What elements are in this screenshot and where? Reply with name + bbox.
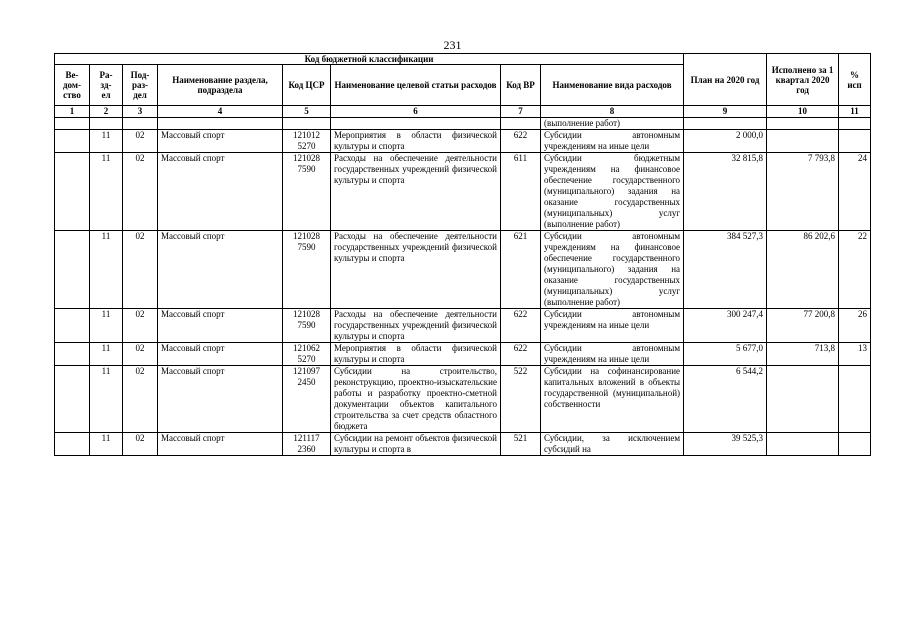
cell-section-name: Массовый спорт [158,433,283,456]
cell-csr: 121062 5270 [283,343,331,366]
cell-csr: 121028 7590 [283,309,331,343]
cell-plan: 300 247,4 [684,309,767,343]
cell-plan: 384 527,3 [684,231,767,309]
table-row [55,130,871,153]
cell-ved [55,433,90,456]
cell-target-name: Мероприятия в области физической культуры и спорта [331,343,501,366]
cell-vr-name: Субсидии автономным учреждениям на финансовое обеспечение государственного (муниципального) задания на оказание государственных (муниципальных) услуг (выполнение работ) [541,231,684,309]
cell-ved [55,231,90,309]
table-row [55,309,871,343]
cell-section-name: Массовый спорт [158,153,283,231]
budget-table [54,53,871,456]
cell-vr: 622 [501,309,541,343]
cell-percent: 24 [839,153,871,231]
cell-done [767,130,839,153]
cell-razdel: 11 [90,153,123,231]
cell-vr-name: Субсидии автономным учреждениям на иные цели [541,130,684,153]
cell-percent [839,366,871,433]
cell-ved [55,130,90,153]
cell-done [767,433,839,456]
col-number: 11 [839,106,871,118]
cell-target-name: Субсидии на ремонт объектов физической культуры и спорта в [331,433,501,456]
cell-razdel: 11 [90,343,123,366]
header-group-title: Код бюджетной классификации [55,54,684,65]
cell-vr: 622 [501,130,541,153]
header-ved: Ве- дом- ство [55,65,90,106]
cell-vr-name: Субсидии бюджетным учреждениям на финансовое обеспечение государственного (муниципального) задания на оказание государственных (муниципальных) услуг (выполнение работ) [541,153,684,231]
cell-csr: 121117 2360 [283,433,331,456]
cell-percent: 13 [839,343,871,366]
cell-section-name: Массовый спорт [158,343,283,366]
header-target-name: Наименование целевой статьи расходов [331,65,501,106]
cell-done [767,366,839,433]
header-plan: План на 2020 год [684,54,767,106]
cell-target-name: Мероприятия в области физической культуры и спорта [331,130,501,153]
cell-target-name: Расходы на обеспечение деятельности государственных учреждений физической культуры и спорта [331,153,501,231]
cell-podrazdel: 02 [123,130,158,153]
cell-podrazdel: 02 [123,309,158,343]
cell-vr: 621 [501,231,541,309]
table-row [55,366,871,433]
cell-razdel: 11 [90,130,123,153]
cell-podrazdel: 02 [123,433,158,456]
col-number: 2 [90,106,123,118]
cell-csr: 121028 7590 [283,153,331,231]
cell-section-name: Массовый спорт [158,130,283,153]
header-number-row [55,106,871,118]
cell-razdel: 11 [90,231,123,309]
cell-vr: 521 [501,433,541,456]
header-csr: Код ЦСР [283,65,331,106]
col-number: 9 [684,106,767,118]
cell-podrazdel: 02 [123,366,158,433]
col-number: 6 [331,106,501,118]
cell-vr-name: Субсидии, за исключением субсидий на [541,433,684,456]
cell-plan: 5 677,0 [684,343,767,366]
cell-ved [55,309,90,343]
cell-csr: 121097 2450 [283,366,331,433]
cell-plan: 32 815,8 [684,153,767,231]
cell-percent [839,433,871,456]
cell-target-name: Расходы на обеспечение деятельности государственных учреждений физической культуры и спорта [331,231,501,309]
cell-vr-name: Субсидии автономным учреждениям на иные цели [541,309,684,343]
cell-vr: 522 [501,366,541,433]
cell-razdel: 11 [90,433,123,456]
cell-ved [55,366,90,433]
table-row [55,343,871,366]
col-number: 8 [541,106,684,118]
cell-csr: 121012 5270 [283,130,331,153]
header-group-row [55,54,871,65]
page-number: 231 [443,38,462,52]
cell-percent [839,130,871,153]
cell-plan: 6 544,2 [684,366,767,433]
cell-plan: 2 000,0 [684,130,767,153]
cell-target-name: Субсидии на строительство, реконструкцию, проектно-изыскательские работы и разработку проектно-сметной документации объектов капитального строительства за счет средств областного бюджета [331,366,501,433]
cell-podrazdel: 02 [123,343,158,366]
header-percent: % исп [839,54,871,106]
cell-section-name: Массовый спорт [158,366,283,433]
cell-ved [55,343,90,366]
cell-vr-name: Субсидии на софинансирование капитальных вложений в объекты государственной (муниципальной) собственности [541,366,684,433]
header-section-name: Наименование раздела, подраздела [158,65,283,106]
col-number: 4 [158,106,283,118]
header-razdel: Ра- зд- ел [90,65,123,106]
cell-percent: 22 [839,231,871,309]
cell-vr: 611 [501,153,541,231]
continuation-row [55,118,871,130]
cell-target-name: Расходы на обеспечение деятельности государственных учреждений физической культуры и спорта [331,309,501,343]
cell-csr: 121028 7590 [283,231,331,309]
cell-done: 713,8 [767,343,839,366]
col-number: 1 [55,106,90,118]
table-row [55,433,871,456]
col-number: 5 [283,106,331,118]
cell-done: 86 202,6 [767,231,839,309]
cell-percent: 26 [839,309,871,343]
table-row [55,153,871,231]
cell-vr-name: Субсидии автономным учреждениям на иные цели [541,343,684,366]
cell-done: 77 200,8 [767,309,839,343]
cell-section-name: Массовый спорт [158,231,283,309]
cell-section-name: Массовый спорт [158,309,283,343]
header-vr: Код ВР [501,65,541,106]
cell-ved [55,153,90,231]
continuation-text: (выполнение работ) [541,118,684,130]
col-number: 3 [123,106,158,118]
cell-podrazdel: 02 [123,153,158,231]
cell-razdel: 11 [90,366,123,433]
cell-razdel: 11 [90,309,123,343]
header-podrazdel: Под- раз- дел [123,65,158,106]
header-done: Исполнено за 1 квартал 2020 год [767,54,839,106]
col-number: 10 [767,106,839,118]
table-row [55,231,871,309]
cell-vr: 622 [501,343,541,366]
cell-podrazdel: 02 [123,231,158,309]
cell-done: 7 793,8 [767,153,839,231]
col-number: 7 [501,106,541,118]
header-vr-name: Наименование вида расходов [541,65,684,106]
cell-plan: 39 525,3 [684,433,767,456]
